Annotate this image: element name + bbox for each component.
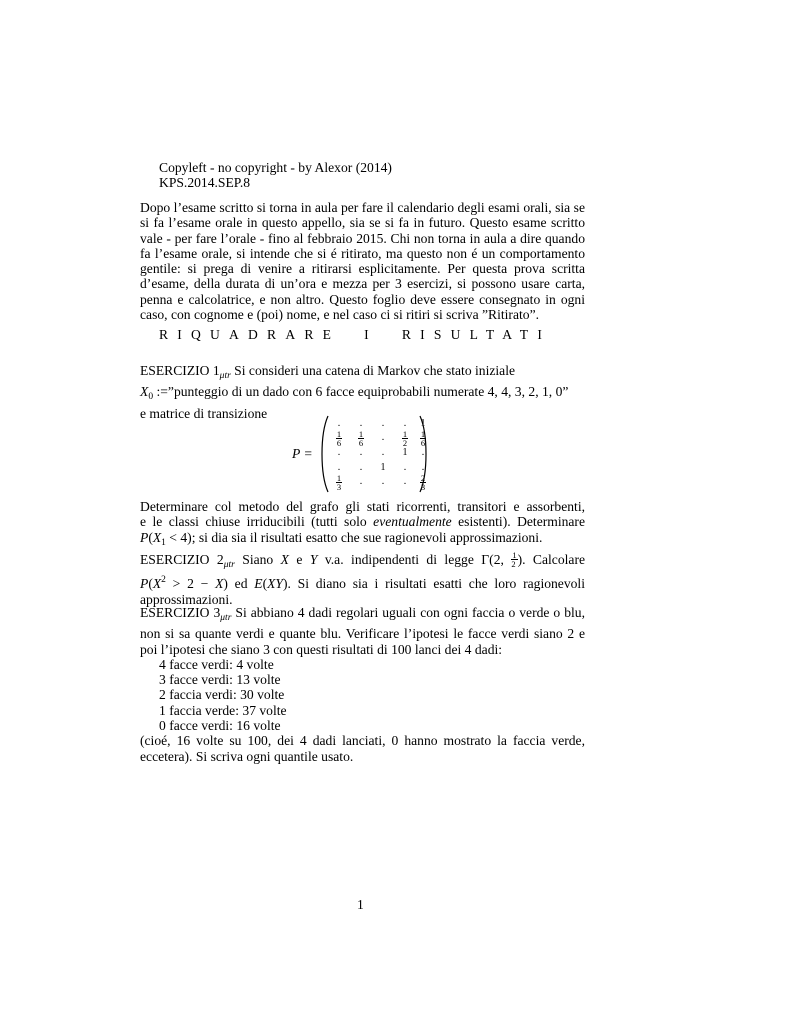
- ex1-task-text: < 4); si dia sia il risultati esatto che sue ragionevoli approssimazioni.: [165, 529, 543, 545]
- fraction-numerator: 1: [420, 429, 426, 439]
- page-number: 1: [357, 897, 364, 912]
- intro-line: penna e calcolatrice, e non altro. Questo foglio deve essere consegnato in ogni: [140, 291, 585, 307]
- fraction-numerator: 2: [420, 473, 426, 483]
- ex2-text: ). Si diano sia i risultati esatti che loro ragionevoli: [282, 576, 585, 592]
- intro-line: gentile: si prega di venire a ritirarsi esplicitamente. Per questa prova scritta: [140, 261, 585, 277]
- intro-line: caso, con cognome e (poi) nome, e nel caso ci si ritiri si scriva ”Ritirato”.: [140, 307, 539, 323]
- riquadrare-word: RISULTATI: [401, 327, 552, 342]
- matrix-cell: .: [403, 418, 407, 429]
- ex3-subscript: μtr: [220, 613, 232, 623]
- result-item: 0 facce verdi: 16 volte: [159, 718, 281, 734]
- ex2-line2: [140, 573, 585, 591]
- matrix-cell: 1: [380, 462, 386, 473]
- ex3-line3: poi l’ipotesi che siano 3 con questi risultati di 100 lanci dei 4 dadi:: [140, 641, 503, 657]
- matrix-fraction: [358, 430, 364, 447]
- ex1-x-sub: 1: [161, 537, 166, 548]
- ex2-paren: (: [262, 576, 268, 592]
- result-item: 4 facce verdi: 4 volte: [159, 656, 274, 672]
- ex3-label: ESERCIZIO 3: [140, 605, 221, 620]
- ex1-x: X: [152, 529, 162, 545]
- ex1-text: Si consideri una catena di Markov che stato iniziale: [230, 363, 516, 378]
- ex1-var: X: [140, 384, 149, 400]
- ex3-line1: [140, 605, 585, 626]
- matrix-cell: .: [381, 447, 385, 458]
- ex1-task-text: esistenti). Determinare: [451, 514, 585, 530]
- matrix-fraction: [402, 430, 408, 447]
- result-item: 2 faccia verdi: 30 volte: [159, 687, 285, 703]
- exercise-1-intro: [140, 363, 585, 421]
- matrix-cell: [330, 474, 348, 493]
- ex2-text: ) ed: [223, 576, 255, 592]
- riquadrare-heading: [159, 327, 551, 342]
- ex1-task-text: e le classi chiuse irriducibili (tutti solo: [140, 514, 374, 530]
- ex1-p: P: [140, 529, 149, 545]
- intro-paragraph: [140, 200, 585, 322]
- ex2-e: E: [254, 576, 263, 592]
- ex2-text: ). Calcolare: [517, 552, 586, 567]
- matrix-cell: .: [381, 418, 385, 429]
- riquadrare-word: RIQUADRARE: [159, 327, 341, 342]
- ex1-task-line: [140, 530, 585, 551]
- intro-line: Dopo l’esame scritto si torna in aula per fare il calendario degli esami orali, sia se: [140, 200, 585, 215]
- matrix-cell: [414, 474, 432, 493]
- fraction-numerator: 1: [402, 429, 408, 439]
- ex1-text: :=”punteggio di un dado con 6 facce equiprobabili numerate 4, 4, 3, 2, 1, 0”: [153, 384, 569, 400]
- matrix-cell: .: [381, 476, 385, 487]
- intro-line: si fa l’esame orale in questo appello, sia se si fa in futuro. Questo esame scritto: [140, 215, 585, 231]
- intro-line: fa l’esame orale, si intende che si é ritirato, ma questo non é un comportamento: [140, 245, 585, 261]
- matrix-fraction: [336, 430, 342, 447]
- ex2-x: X: [280, 552, 289, 567]
- ex1-subscript: μtr: [219, 371, 231, 381]
- ex3-text: Si abbiano 4 dadi regolari uguali con ogni faccia o verde o blu,: [231, 605, 586, 620]
- matrix-cell: .: [337, 447, 341, 458]
- fraction-denominator: 6: [336, 438, 342, 448]
- matrix-cell: .: [359, 447, 363, 458]
- matrix-fraction: [420, 474, 426, 491]
- ex3-close1: (cioé, 16 volte su 100, dei 4 dadi lanciati, 0 hanno mostrato la faccia verde,: [140, 733, 585, 749]
- ex2-text: e: [288, 552, 310, 567]
- riquadrare-word: I: [364, 327, 378, 342]
- intro-line: d’esame, della durata di un’ora e mezza per 3 esercizi, si possono usare carta,: [140, 276, 585, 292]
- matrix-cell: .: [337, 418, 341, 429]
- matrix-cell: .: [337, 462, 341, 473]
- header: [159, 160, 392, 191]
- matrix-label: P =: [292, 446, 313, 461]
- matrix-cell: 1: [420, 418, 426, 429]
- ex3-close2: eccetera). Si scriva ogni quantile usato.: [140, 748, 354, 764]
- fraction-numerator: 1: [336, 429, 342, 439]
- fraction-denominator: 2: [402, 438, 408, 448]
- matrix-cell: .: [421, 447, 425, 458]
- fraction-denominator: 3: [336, 482, 342, 492]
- fraction-denominator: 6: [420, 438, 426, 448]
- ex2-xy: XY: [267, 576, 283, 592]
- ex1-task-line: [140, 514, 585, 529]
- ex2-line1: [140, 551, 585, 573]
- ex1-line1: [140, 363, 585, 384]
- ex2-paren: (: [148, 576, 153, 592]
- exercise-2: [140, 551, 585, 607]
- matrix-fraction: [420, 430, 426, 447]
- result-item: 3 facce verdi: 13 volte: [159, 672, 281, 688]
- fraction-numerator: 1: [336, 473, 342, 483]
- ex1-line3: e matrice di transizione: [140, 405, 268, 421]
- ex2-y: Y: [309, 552, 318, 567]
- matrix-cell: .: [359, 418, 363, 429]
- ex2-text: Siano: [234, 552, 281, 567]
- ex1-label: ESERCIZIO 1: [140, 363, 220, 378]
- ex1-paren: (: [148, 529, 153, 545]
- ex2-text: > 2 −: [165, 576, 216, 592]
- matrix-fraction: [336, 474, 342, 491]
- ex2-label: ESERCIZIO 2: [140, 552, 224, 567]
- ex1-var-sub: 0: [148, 392, 154, 403]
- ex1-task-line: Determinare col metodo del grafo gli stati ricorrenti, transitori e assorbenti,: [140, 499, 585, 514]
- exercise-1-task: [140, 499, 585, 551]
- ex3-line2: non si sa quante verdi e quante blu. Verificare l’ipotesi le facce verdi siano 2 e: [140, 626, 585, 642]
- ex2-line3: approssimazioni.: [140, 591, 233, 607]
- ex1-line2: [140, 384, 585, 405]
- transition-matrix: [318, 414, 458, 494]
- ex2-text: v.a. indipendenti di legge Γ: [317, 552, 490, 567]
- ex2-exponent: 2: [161, 575, 166, 586]
- ex2-x: X: [152, 576, 162, 592]
- matrix-cell: .: [403, 476, 407, 487]
- matrix-cell: .: [421, 462, 425, 473]
- fraction-numerator: 1: [358, 429, 364, 439]
- exercise-3: [140, 605, 585, 764]
- ex2-subscript: μtr: [223, 560, 235, 570]
- fraction-denominator: 2: [511, 559, 516, 569]
- ex2-p: P: [140, 576, 149, 592]
- ex2-x: X: [215, 576, 224, 592]
- matrix-cell: .: [403, 462, 407, 473]
- result-item: 1 faccia verde: 37 volte: [159, 702, 287, 718]
- exam-code: KPS.2014.SEP.8: [159, 175, 251, 191]
- ex1-task-emph: eventualmente: [373, 514, 452, 530]
- ex2-text: (2,: [489, 552, 512, 567]
- fraction-denominator: 6: [358, 438, 364, 448]
- fraction-denominator: 3: [420, 482, 426, 492]
- fraction-numerator: 1: [512, 550, 517, 560]
- copyleft-line: Copyleft - no copyright - by Alexor (2014): [159, 160, 392, 175]
- matrix-cell: .: [359, 462, 363, 473]
- intro-line: vale - per fare l’orale - fino al febbraio 2015. Chi non torna in aula a dire quando: [140, 230, 585, 246]
- matrix-cell: .: [381, 432, 385, 443]
- matrix-cell: 1: [402, 447, 408, 458]
- matrix-cell: .: [359, 476, 363, 487]
